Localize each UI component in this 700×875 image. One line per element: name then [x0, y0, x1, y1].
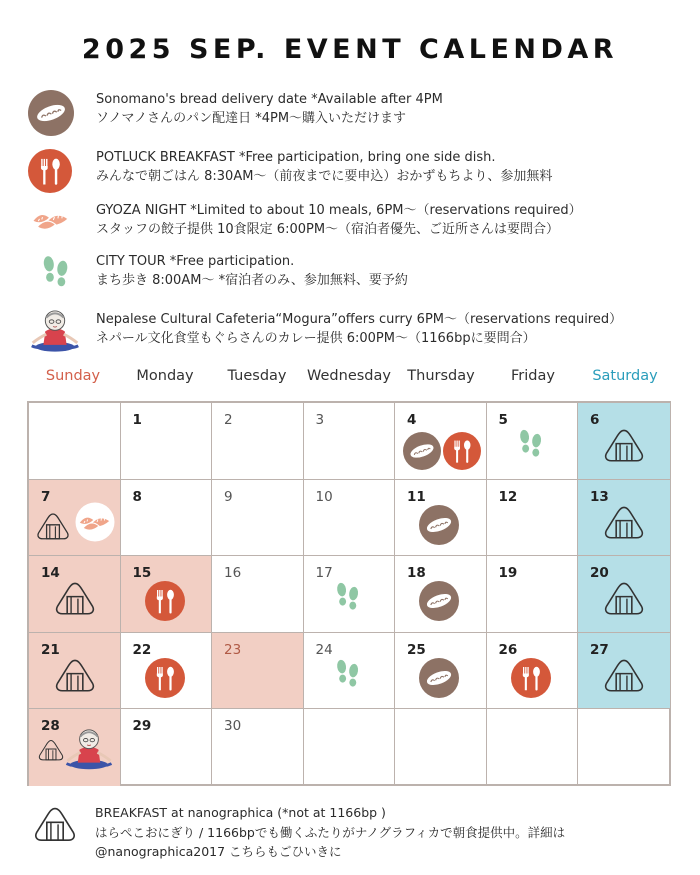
weekday-monday: Monday — [136, 368, 194, 384]
day-number: 20 — [590, 565, 609, 582]
day-number: 5 — [498, 412, 508, 428]
legend-item — [28, 252, 678, 298]
onigiri-icon — [53, 658, 97, 697]
weekday-saturday: Saturday — [592, 368, 658, 384]
day-cell-12 — [487, 480, 579, 557]
day-cell-6 — [578, 403, 670, 480]
day-number: 13 — [590, 488, 609, 505]
day-cell-1 — [121, 403, 213, 480]
legend-text — [96, 252, 408, 290]
onigiri-icon — [53, 581, 97, 620]
day-number: 18 — [407, 565, 426, 582]
day-cell-22 — [121, 633, 213, 710]
legend-text-ja: ソノマノさんのパン配達日 *4PM〜購入いただけます — [96, 111, 407, 126]
bread-icon — [419, 658, 459, 702]
day-number: 28 — [41, 718, 60, 735]
onigiri-icon — [32, 806, 78, 852]
weekday-wednesday: Wednesday — [307, 368, 391, 384]
day-number: 27 — [590, 641, 609, 658]
bread-icon — [403, 432, 441, 474]
footprints-icon — [38, 253, 86, 299]
legend-text-en: CITY TOUR *Free participation. — [96, 254, 295, 269]
day-cell-24 — [304, 633, 396, 710]
day-number: 11 — [407, 488, 426, 505]
day-cell-18 — [395, 556, 487, 633]
weekday-thursday: Thursday — [407, 368, 475, 384]
weekday-sunday: Sunday — [45, 368, 101, 384]
onigiri-icon — [602, 428, 646, 467]
day-cell-15 — [121, 556, 213, 633]
onigiri-icon — [602, 505, 646, 544]
day-cell-14 — [29, 556, 121, 633]
calendar-grid — [27, 401, 671, 786]
bread-icon — [28, 90, 76, 136]
day-number: 29 — [132, 718, 152, 735]
empty-cell — [304, 709, 396, 786]
day-number: 10 — [315, 488, 333, 505]
legend-text-en: POTLUCK BREAKFAST *Free participation, bring one side dish. — [96, 150, 496, 165]
onigiri-icon — [602, 658, 646, 697]
footer-note — [95, 803, 565, 862]
meditating-person-icon — [24, 308, 72, 354]
legend-text — [96, 310, 622, 348]
empty-cell — [395, 709, 487, 786]
day-number: 14 — [41, 565, 60, 582]
legend-text-en: GYOZA NIGHT *Limited to about 10 meals, 6PM〜（reservations required） — [96, 203, 582, 218]
day-cell-5 — [487, 403, 579, 480]
day-cell-26 — [487, 633, 579, 710]
day-number: 9 — [224, 488, 233, 505]
legend-text — [96, 201, 582, 239]
fork-spoon-icon — [28, 149, 76, 195]
footprints-icon — [332, 657, 364, 695]
day-number: 25 — [407, 641, 426, 658]
day-cell-4 — [395, 403, 487, 480]
day-cell-27 — [578, 633, 670, 710]
day-number: 24 — [315, 641, 333, 658]
day-cell-20 — [578, 556, 670, 633]
day-cell-3 — [304, 403, 396, 480]
empty-cell — [487, 709, 579, 786]
legend-text-ja: みんなで朝ごはん 8:30AM〜（前夜までに要申込）おかずもちより、参加無料 — [96, 169, 553, 184]
page-title: 2025 SEP. EVENT CALENDAR — [81, 34, 619, 65]
day-number: 7 — [41, 488, 51, 505]
day-number: 4 — [407, 412, 417, 428]
day-cell-7 — [29, 480, 121, 557]
gyoza-icon — [75, 502, 115, 546]
legend-item — [28, 201, 678, 247]
footer-line-3: @nanographica2017 こちらもごひいきに — [95, 844, 342, 859]
meditating-person-icon — [59, 727, 119, 774]
day-number: 6 — [590, 412, 600, 428]
fork-spoon-icon — [145, 581, 185, 625]
weekday-tuesday: Tuesday — [227, 368, 287, 384]
day-cell-29 — [121, 709, 213, 786]
bread-icon — [419, 505, 459, 549]
footprints-icon — [332, 580, 364, 618]
empty-cell — [578, 709, 670, 786]
day-cell-28 — [29, 709, 121, 786]
legend-item — [28, 310, 678, 356]
day-cell-21 — [29, 633, 121, 710]
fork-spoon-icon — [443, 432, 481, 474]
day-number: 21 — [41, 641, 60, 658]
legend-text-ja: ネパール文化食堂もぐらさんのカレー提供 6:00PM〜（1166bpに要問合） — [96, 331, 536, 346]
legend-text-en: Nepalese Cultural Cafeteria“Mogura”offers curry 6PM〜（reservations required） — [96, 312, 623, 327]
legend-text-en: Sonomano's bread delivery date *Available after 4PM — [96, 92, 443, 107]
day-cell-17 — [304, 556, 396, 633]
day-cell-23 — [212, 633, 304, 710]
day-cell-10 — [304, 480, 396, 557]
day-number: 15 — [132, 565, 152, 582]
day-cell-11 — [395, 480, 487, 557]
footer-line-1: BREAKFAST at nanographica (*not at 1166bp ) — [95, 805, 386, 820]
day-cell-9 — [212, 480, 304, 557]
footprints-icon — [515, 427, 547, 465]
day-number: 2 — [224, 412, 233, 428]
weekday-friday: Friday — [511, 368, 555, 384]
legend-text — [96, 90, 443, 128]
day-cell-30 — [212, 709, 304, 786]
day-cell-13 — [578, 480, 670, 557]
legend-text — [96, 148, 552, 186]
day-number: 8 — [132, 488, 142, 505]
day-cell-8 — [121, 480, 213, 557]
day-cell-16 — [212, 556, 304, 633]
empty-cell — [29, 403, 121, 480]
day-number: 23 — [224, 641, 242, 658]
fork-spoon-icon — [511, 658, 551, 702]
fork-spoon-icon — [145, 658, 185, 702]
day-number: 1 — [132, 412, 142, 428]
legend-text-ja: スタッフの餃子提供 10食限定 6:00PM〜（宿泊者優先、ご近所さんは要問合） — [96, 222, 560, 237]
day-number: 26 — [498, 641, 518, 658]
day-number: 17 — [315, 565, 333, 582]
day-cell-19 — [487, 556, 579, 633]
onigiri-icon — [602, 581, 646, 620]
bread-icon — [419, 581, 459, 625]
day-number: 3 — [315, 412, 325, 428]
onigiri-icon — [35, 512, 71, 545]
footer-line-2: はらぺこおにぎり / 1166bpでも働くふたりがナノグラフィカで朝食提供中。詳細は — [95, 824, 566, 840]
legend-item — [28, 148, 678, 194]
day-number: 19 — [498, 565, 518, 582]
day-number: 22 — [132, 641, 152, 658]
day-number: 16 — [224, 565, 242, 582]
day-cell-2 — [212, 403, 304, 480]
day-cell-25 — [395, 633, 487, 710]
legend-text-ja: まち歩き 8:00AM〜 *宿泊者のみ、参加無料、要予約 — [96, 273, 408, 288]
legend-item — [28, 90, 678, 136]
day-number: 12 — [498, 488, 518, 505]
day-number: 30 — [224, 718, 242, 735]
gyoza-icon — [28, 197, 76, 243]
